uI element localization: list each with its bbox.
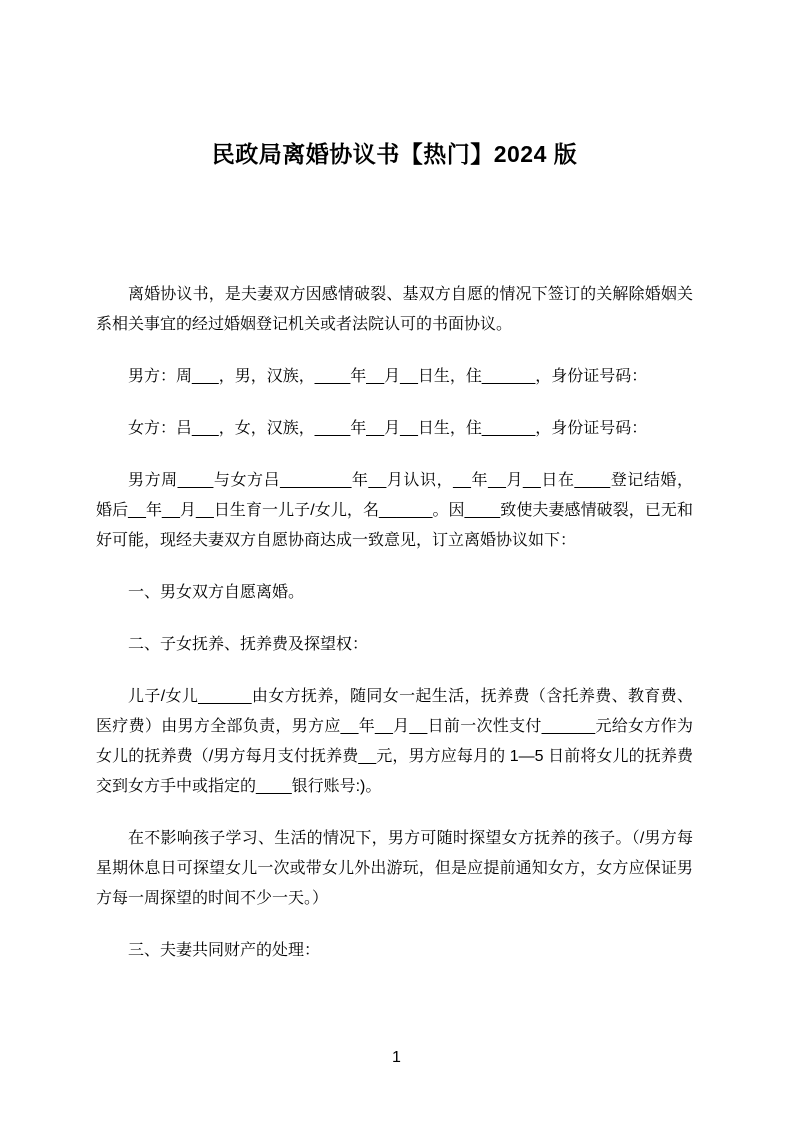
paragraph-wife-info: 女方：吕___，女，汉族，____年__月__日生，住______，身份证号码： (128, 420, 648, 437)
paragraph-visitation-rights: 在不影响孩子学习、生活的情况下，男方可随时探望女方抚养的孩子。（/男方每星期休息日可探望女儿一次或带女儿外出游玩，但是应提前通知女方，女方应保证男方每一周探望的时间不少一天。） (96, 830, 693, 907)
section-one-voluntary-divorce: 一、男女双方自愿离婚。 (128, 584, 305, 601)
paragraph-divorce-definition: 离婚协议书，是夫妻双方因感情破裂、基双方自愿的情况下签订的关解除婚姻关系相关事宜的经过婚姻登记机关或者法院认可的书面协议。 (96, 286, 693, 333)
paragraph-custody-support: 儿子/女儿______由女方抚养，随同女一起生活，抚养费（含托养费、教育费、医疗费）由男方全部负责，男方应__年__月__日前一次性支付______元给女方作为女儿的抚养费（/男方每月支付抚养费__元，男方应每月的 1—5 日前将女儿的抚养费交到女方手中或指定的____银行账号:)。 (96, 688, 693, 795)
section-three-property-heading: 三、夫妻共同财产的处理： (128, 942, 321, 959)
section-two-custody-heading: 二、子女抚养、抚养费及探望权： (128, 636, 369, 653)
paragraph-husband-info: 男方：周___，男，汉族，____年__月__日生，住______，身份证号码： (128, 368, 648, 385)
page-number: 1 (392, 1049, 401, 1066)
paragraph-marriage-history: 男方周____与女方吕________年__月认识，__年__月__日在____登记结婚，婚后__年__月__日生育一儿子/女儿，名______。因____致使夫妻感情破裂，已无和好可能，现经夫妻双方自愿协商达成一致意见，订立离婚协议如下： (96, 472, 693, 549)
document-title: 民政局离婚协议书【热门】2024 版 (211, 141, 578, 167)
